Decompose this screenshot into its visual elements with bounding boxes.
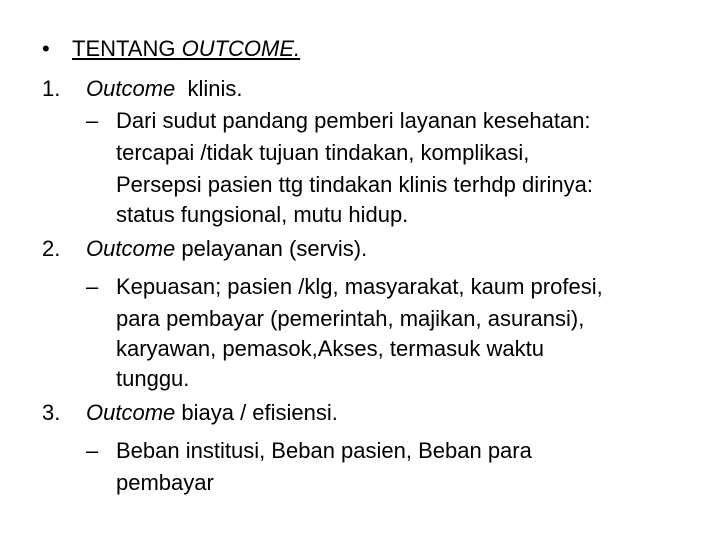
item-3-sub-line-1: Beban institusi, Beban pasien, Beban para — [116, 438, 532, 463]
item-1-sub-line-2: tercapai /tidak tujuan tindakan, komplikasi, — [116, 140, 530, 165]
heading-title — [72, 34, 300, 64]
item-3-term: Outcome — [86, 400, 176, 425]
item-3-sub-line-2: pembayar — [116, 470, 214, 495]
item-3-number: 3. — [42, 400, 61, 425]
heading-title-plain: TENTANG — [72, 36, 182, 61]
item-2-sub-line-3: karyawan, pemasok,Akses, termasuk waktu — [116, 336, 544, 361]
item-1-number: 1. — [42, 76, 61, 101]
item-3-heading — [86, 398, 338, 428]
item-2-heading — [86, 234, 367, 264]
item-2-rest: pelayanan (servis). — [175, 236, 368, 261]
item-2-dash: – — [86, 274, 99, 299]
heading-title-italic: OUTCOME. — [181, 36, 301, 61]
item-1-term: Outcome — [86, 76, 176, 101]
heading-bullet: • — [42, 36, 50, 61]
item-2-term: Outcome — [86, 236, 176, 261]
item-2-number: 2. — [42, 236, 61, 261]
item-1-sub-line-4: status fungsional, mutu hidup. — [116, 202, 409, 227]
item-1-sub-line-3: Persepsi pasien ttg tindakan klinis terhdp dirinya: — [116, 172, 593, 197]
item-1-dash: – — [86, 108, 99, 133]
item-1-rest: klinis. — [175, 76, 243, 101]
item-3-rest: biaya / efisiensi. — [175, 400, 338, 425]
item-2-sub-line-4: tunggu. — [116, 366, 190, 391]
item-3-dash: – — [86, 438, 99, 463]
item-2-sub-line-2: para pembayar (pemerintah, majikan, asuransi), — [116, 306, 585, 331]
item-1-heading — [86, 74, 243, 104]
item-1-sub-line-1: Dari sudut pandang pemberi layanan kesehatan: — [116, 108, 591, 133]
item-2-sub-line-1: Kepuasan; pasien /klg, masyarakat, kaum profesi, — [116, 274, 603, 299]
